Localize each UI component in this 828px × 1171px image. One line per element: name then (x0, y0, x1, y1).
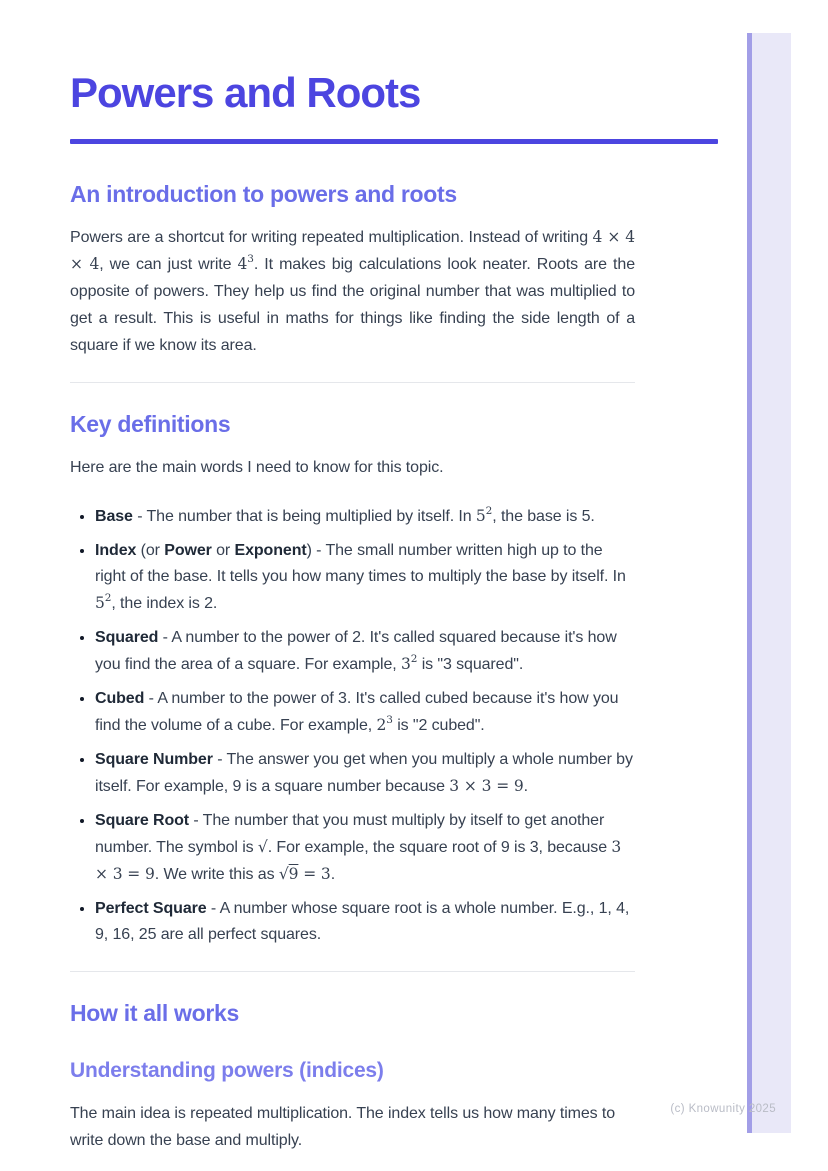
definitions-lead-text: Here are the main words I need to know for this topic. (70, 459, 444, 476)
definition-item: • Squared - A number to the power of 2. It's called squared because it's how you find the area of a square. For example, $3^2$ is "3 squared". (95, 625, 635, 678)
definition-item: • Square Root - The number that you must multiply by itself to get another number. The symbol is √. For example, the square root of 9 is 3, because 3 × 3 = 9. We write this as √9 = 3. (95, 808, 635, 888)
section-heading-how-it-works: How it all works (70, 1000, 240, 1026)
definition-item: • Index (or Power or Exponent) - The small number written high up to the right of the base. It tells you how many times to multiply the base by itself. In $5^2$, the index is 2. (95, 538, 635, 617)
definition-item: • Cubed - A number to the power of 3. It's called cubed because it's how you find the volume of a cube. For example, $2^3$ is "2 cubed". (95, 686, 635, 739)
copyright-watermark: (c) Knowunity 2025 (670, 1103, 776, 1115)
section-divider (70, 971, 635, 972)
page-edge-decoration (747, 33, 791, 1133)
document-title: Powers and Roots (70, 69, 421, 116)
definition-item: • Perfect Square - A number whose square root is a whole number. E.g., 1, 4, 9, 16, 25 are all perfect squares. (95, 896, 635, 948)
subheading-understanding-powers: Understanding powers (indices) (70, 1059, 384, 1082)
definition-item: • Base - The number that is being multiplied by itself. In $5^2$, the base is 5. (95, 503, 635, 530)
definitions-list (70, 503, 635, 948)
document-body (70, 70, 635, 1154)
introduction-paragraph: Powers are a shortcut for writing repeated multiplication. Instead of writing 4 × 4 × 4, we can just write $4^3$. It makes big calculations look neater. Roots are the opposite of powers. They help us find the original number that was multiplied to get a result. This is useful in maths for things like finding the side length of a square if we know its area. (70, 228, 635, 354)
section-heading-key-definitions: Key definitions (70, 411, 231, 437)
how-it-works-paragraph: The main idea is repeated multiplication. The index tells us how many times to write down the base and multiply. (70, 1105, 616, 1149)
section-heading-introduction: An introduction to powers and roots (70, 181, 457, 207)
definition-item: • Square Number - The answer you get when you multiply a whole number by itself. For example, 9 is a square number because 3 × 3 = 9. (95, 747, 635, 800)
section-divider (70, 382, 635, 383)
title-underline (70, 139, 718, 144)
